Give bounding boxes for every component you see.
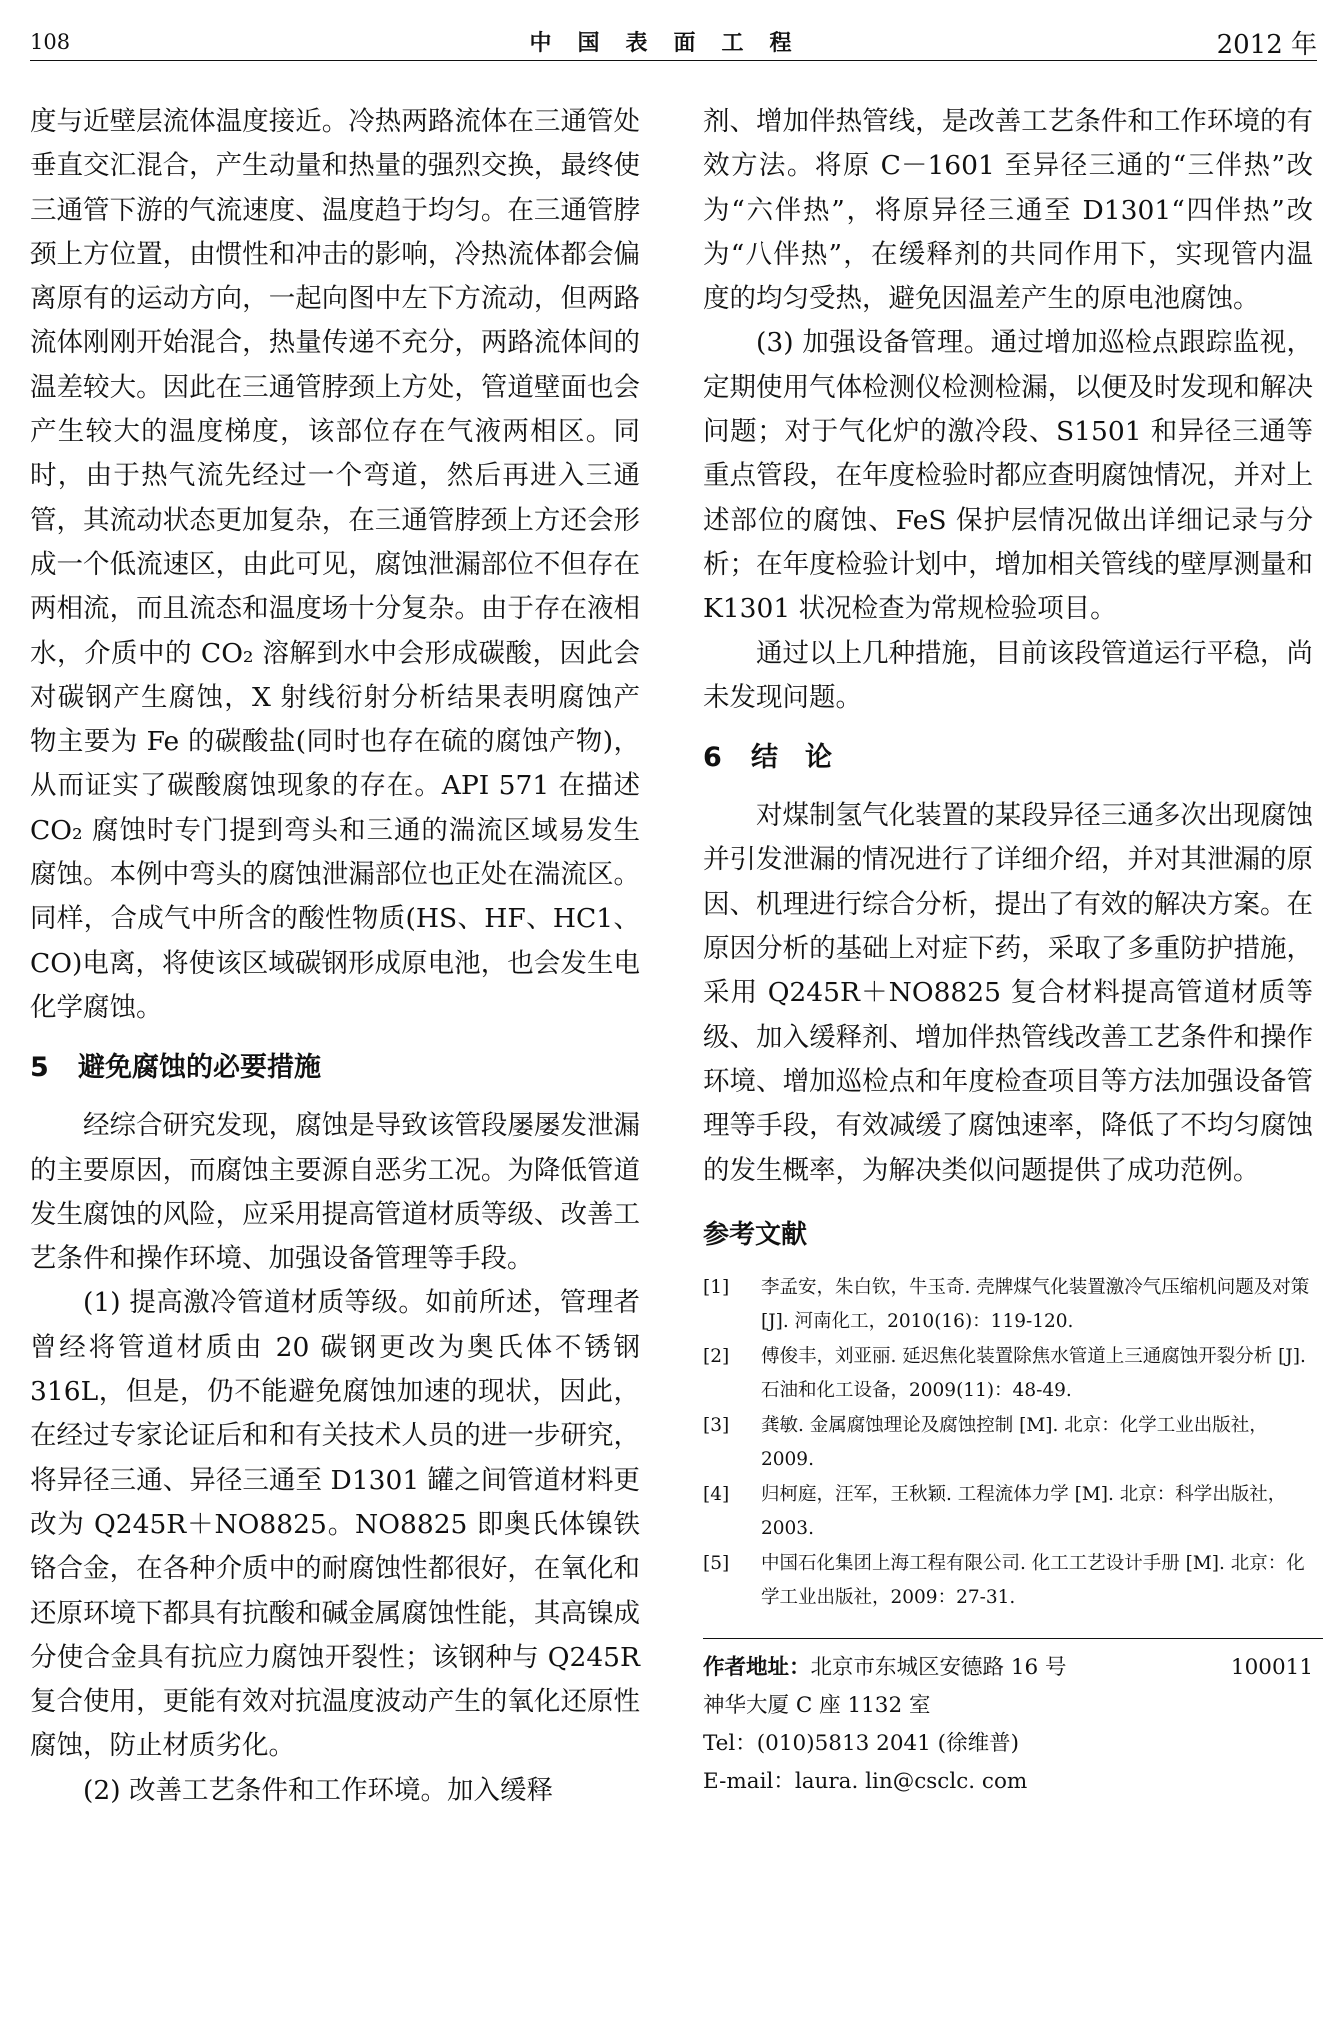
- page-number: 108: [30, 30, 71, 54]
- issue-year: 2012 年: [1216, 30, 1317, 60]
- reference-text: 李孟安，朱白钦，牛玉奇. 壳牌煤气化装置激冷气压缩机问题及对策 [J]. 河南化工，2010(16)：119-120.: [761, 1276, 1310, 1333]
- address-rule: [703, 1638, 1323, 1639]
- body-paragraph: 剂、增加伴热管线，是改善工艺条件和工作环境的有效方法。将原 C－1601 至异径三通的“三伴热”改为“六伴热”，将原异径三通至 D1301“四伴热”改为“八伴热”，在缓释剂的共同作用下，实现管内温度的均匀受热，避免因温差产生的原电池腐蚀。: [703, 106, 1313, 315]
- reference-text: 中国石化集团上海工程有限公司. 化工工艺设计手册 [M]. 北京：化学工业出版社，2009：27-31.: [761, 1552, 1305, 1609]
- body-paragraph: 经综合研究发现，腐蚀是导致该管段屡屡发泄漏的主要原因，而腐蚀主要源自恶劣工况。为降低管道发生腐蚀的风险，应采用提高管道材质等级、改善工艺条件和操作环境、加强设备管理等手段。: [30, 1110, 640, 1275]
- right-column: [703, 100, 1313, 1801]
- body-paragraph: 度与近壁层流体温度接近。冷热两路流体在三通管处垂直交汇混合，产生动量和热量的强烈交换，最终使三通管下游的气流速度、温度趋于均匀。在三通管脖颈上方位置，由惯性和冲击的影响，冷热流体都会偏离原有的运动方向，一起向图中左下方流动，但两路流体刚刚开始混合，热量传递不充分，两路流体间的温差较大。因此在三通管脖颈上方处，管道壁面也会产生较大的温度梯度，该部位存在气液两相区。同时，由于热气流先经过一个弯道，然后再进入三通管，其流动状态更加复杂，在三通管脖颈上方还会形成一个低流速区，由此可见，腐蚀泄漏部位不但存在两相流，而且流态和温度场十分复杂。由于存在液相水，介质中的 CO₂ 溶解到水中会形成碳酸，因此会对碳钢产生腐蚀，X 射线衍射分析结果表明腐蚀产物主要为 Fe 的碳酸盐(同时也存在硫的腐蚀产物)，从而证实了碳酸腐蚀现象的存在。API 571 在描述 CO₂ 腐蚀时专门提到弯头和三通的湍流区域易发生腐蚀。本例中弯头的腐蚀泄漏部位也正处在湍流区。同样，合成气中所含的酸性物质(HS、HF、HC1、CO)电离，将使该区域碳钢形成原电池，也会发生电化学腐蚀。: [30, 106, 640, 1023]
- reference-number: [4]: [703, 1483, 730, 1505]
- reference-text: 傅俊丰，刘亚丽. 延迟焦化装置除焦水管道上三通腐蚀开裂分析 [J]. 石油和化工设备，2009(11)：48-49.: [761, 1345, 1306, 1402]
- section-number: 5: [30, 1052, 49, 1084]
- section-title: 避免腐蚀的必要措施: [78, 1052, 321, 1084]
- reference-number: [1]: [703, 1276, 730, 1298]
- left-column: [30, 100, 640, 1813]
- body-paragraph: (3) 加强设备管理。通过增加巡检点跟踪监视，定期使用气体检测仪检测检漏，以便及时发现和解决问题；对于气化炉的激冷段、S1501 和异径三通等重点管段，在年度检验时都应查明腐蚀情况，并对上述部位的腐蚀、FeS 保护层情况做出详细记录与分析；在年度检验计划中，增加相关管线的壁厚测量和 K1301 状况检查为常规检验项目。: [703, 327, 1313, 625]
- reference-item: [703, 1271, 1313, 1340]
- reference-text: 龚敏. 金属腐蚀理论及腐蚀控制 [M]. 北京：化学工业出版社，2009.: [761, 1414, 1268, 1471]
- section-title: 结 论: [751, 742, 832, 774]
- reference-number: [2]: [703, 1345, 730, 1367]
- reference-item: [703, 1409, 1313, 1478]
- postcode: 100011: [1230, 1654, 1313, 1680]
- header-rule: [30, 60, 1317, 61]
- email[interactable]: E-mail：laura. lin@csclc. com: [703, 1768, 1028, 1794]
- reference-number: [5]: [703, 1552, 730, 1574]
- address-label: 作者地址：: [703, 1654, 811, 1680]
- body-paragraph: 对煤制氢气化装置的某段异径三通多次出现腐蚀并引发泄漏的情况进行了详细介绍，并对其泄漏的原因、机理进行综合分析，提出了有效的解决方案。在原因分析的基础上对症下药，采取了多重防护措施，采用 Q245R＋NO8825 复合材料提高管道材质等级、加入缓释剂、增加伴热管线改善工艺条件和操作环境、增加巡检点和年度检查项目等方法加强设备管理等手段，有效减缓了腐蚀速率，降低了不均匀腐蚀的发生概率，为解决类似问题提供了成功范例。: [703, 800, 1313, 1186]
- body-paragraph: (2) 改善工艺条件和工作环境。加入缓释: [83, 1774, 553, 1806]
- references-heading: 参考文献: [703, 1219, 808, 1250]
- address-line-2: 神华大厦 C 座 1132 室: [703, 1692, 931, 1718]
- author-address-block: [703, 1649, 1313, 1801]
- page-header: [30, 24, 1317, 64]
- section-heading-5: [30, 1046, 640, 1090]
- body-paragraph: 通过以上几种措施，目前该段管道运行平稳，尚未发现问题。: [703, 637, 1313, 713]
- section-number: 6: [703, 742, 722, 774]
- reference-number: [3]: [703, 1414, 730, 1436]
- section-heading-6: [703, 736, 1313, 780]
- reference-item: [703, 1478, 1313, 1547]
- reference-item: [703, 1340, 1313, 1409]
- reference-item: [703, 1547, 1313, 1616]
- journal-name: 中国表面工程: [529, 30, 818, 56]
- telephone: Tel：(010)5813 2041 (徐维普): [703, 1730, 1019, 1756]
- body-paragraph: (1) 提高激冷管道材质等级。如前所述，管理者曾经将管道材质由 20 碳钢更改为奥氏体不锈钢 316L，但是，仍不能避免腐蚀加速的现状，因此，在经过专家论证后和和有关技术人员的进一步研究，将异径三通、异径三通至 D1301 罐之间管道材料更改为 Q245R＋NO8825。NO8825 即奥氏体镍铁铬合金，在各种介质中的耐腐蚀性都很好，在氧化和还原环境下都具有抗酸和碱金属腐蚀性能，其高镍成分使合金具有抗应力腐蚀开裂性；该钢种与 Q245R 复合使用，更能有效对抗温度波动产生的氧化还原性腐蚀，防止材质劣化。: [30, 1287, 640, 1762]
- reference-text: 归柯庭，汪军，王秋颖. 工程流体力学 [M]. 北京：科学出版社，2003.: [761, 1483, 1287, 1540]
- reference-list: [703, 1271, 1313, 1616]
- author-address: 北京市东城区安德路 16 号: [810, 1654, 1067, 1680]
